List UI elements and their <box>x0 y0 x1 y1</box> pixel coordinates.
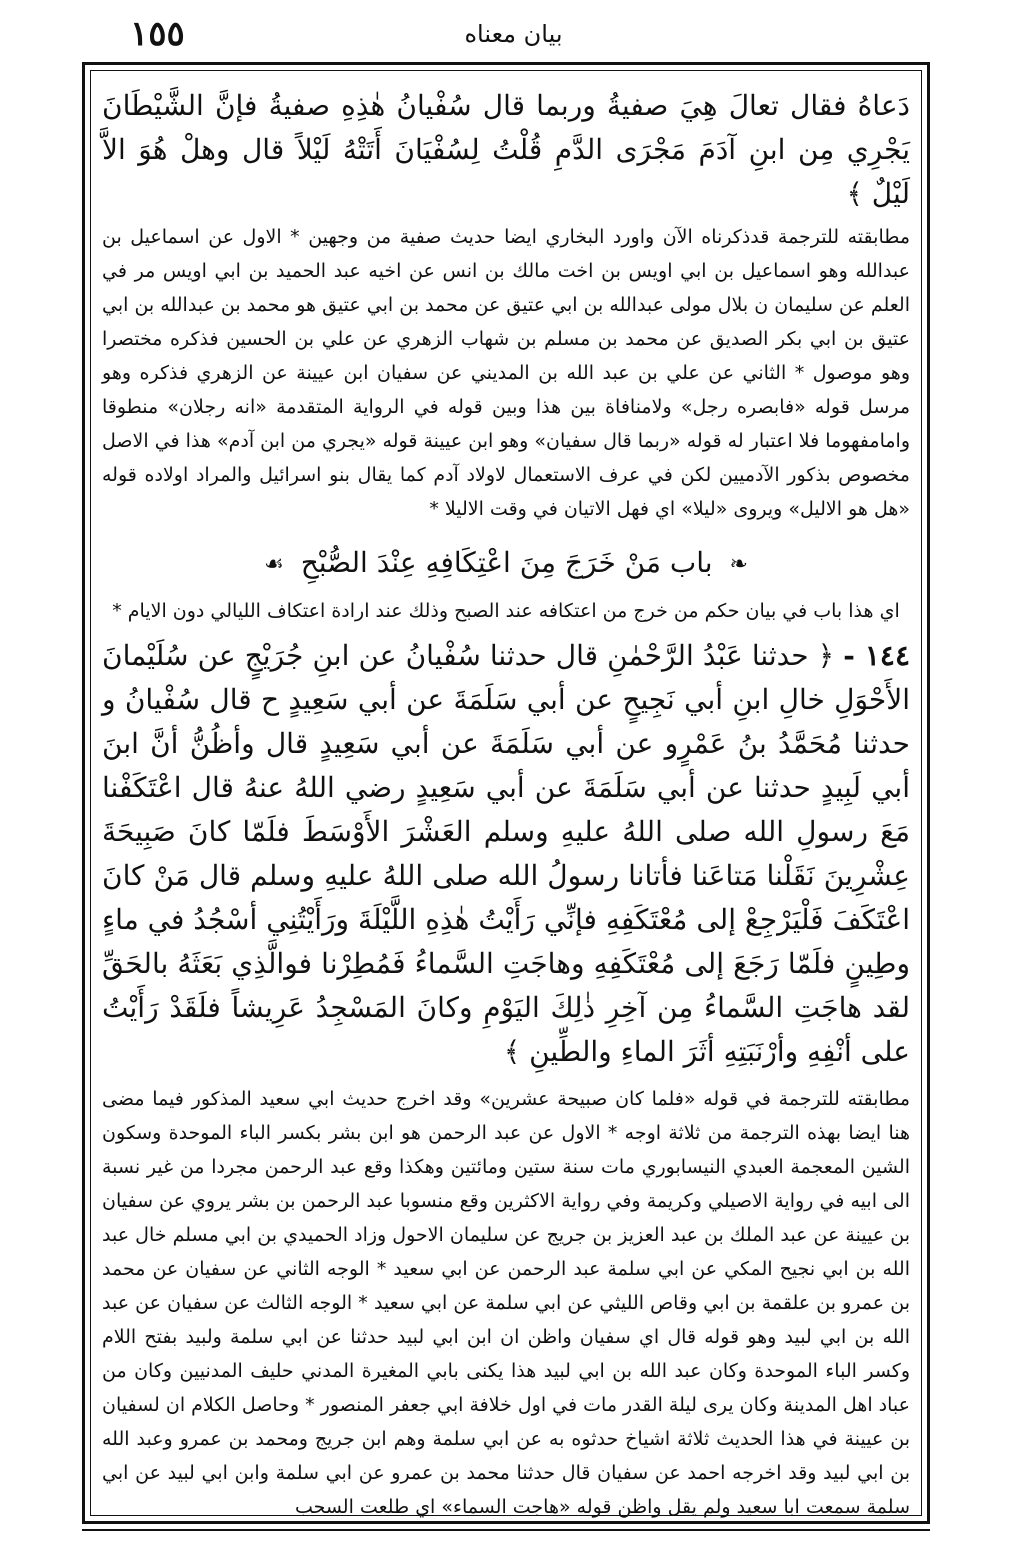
hadith-number: ١٤٤ - <box>843 639 910 672</box>
page-bottom-rule <box>82 1529 930 1531</box>
commentary-text: مطابقته للترجمة قدذكرناه الآن واورد البخاري ايضا حديث صفية من وجهين * الاول عن اسماعيل بن عبدالله وهو اسماعيل بن ابي اويس بن اخت مالك بن انس عن اخيه عبد الحميد بن ابي اويس مر في العلم عن سليمان ن بلال مولى عبدالله بن ابي عتيق عن محمد بن ابي عتيق هو محمد بن عبدالله بن ابي عتيق بن ابي بكر الصديق عن محمد بن مسلم بن شهاب الزهري عن علي بن الحسين فذكره مختصرا وهو موصول * الثاني عن علي بن عبد الله بن المديني عن سفيان ابن عيينة عن الزهري فذكره وهو مرسل قوله «فابصره رجل» ولامنافاة بين هذا وبين قوله في الرواية المتقدمة «انه رجلان» منطوقا وامامفهوما فلا اعتبار له قوله «ربما قال سفيان» وهو ابن عيينة قوله «يجري من ابن آدم» هذا في الاصل مخصوص بذكور الآدميين لكن في عرف الاستعمال لاولاد آدم كما يقال بنو اسرائيل والمراد اولاده قوله «هل هو الاليل» ويروى «ليلا» اي فهل الاتيان في وقت الاليلا * <box>102 226 910 520</box>
page-content <box>102 78 910 1524</box>
page-number: ١٥٥ <box>130 14 185 54</box>
hadith-body: ﴿ حدثنا عَبْدُ الرَّحْمٰنِ قال حدثنا سُفْيانُ عن ابنِ جُرَيْجٍ عن سُلَيْمانَ الأَحْوَلِ خالِ ابنِ أبي نَجِيحٍ عن أبي سَلَمَةَ عن أبي سَعِيدٍ ح قال سُفْيانُ و حدثنا مُحَمَّدُ بنُ عَمْرٍو عن أبي سَلَمَةَ عن أبي سَعِيدٍ قال وأظُنُّ أنَّ ابنَ أبي لَبِيدٍ حدثنا عن أبي سَلَمَةَ عن أبي سَعِيدٍ رضي اللهُ عنهُ قال اعْتَكَفْنا مَعَ رسولِ الله صلى اللهُ عليهِ وسلم العَشْرَ الأَوْسَطَ فلَمّا كانَ صَبِيحَةَ عِشْرِينَ نَقَلْنا مَتاعَنا فأتانا رسولُ الله صلى اللهُ عليهِ وسلم قال مَنْ كانَ اعْتَكَفَ فَلْيَرْجِعْ إلى مُعْتَكَفِهِ فإنِّي رَأَيْتُ هٰذِهِ اللَّيْلَةَ ورَأَيْتُنِي أسْجُدُ في ماءٍ وطِينٍ فلَمّا رَجَعَ إلى مُعْتَكَفِهِ وهاجَتِ السَّماءُ فَمُطِرْنا فوالَّذِي بَعَثَهُ بالحَقِّ لقد هاجَتِ السَّماءُ مِن آخِرِ ذٰلِكَ اليَوْمِ وكانَ المَسْجِدُ عَرِيشاً فلَقَدْ رَأَيْتُ على أنْفِهِ وأرْنَبَتِهِ أثَرَ الماءِ والطِّينِ ﴾ <box>102 639 910 1068</box>
page-header-title: بيان معناه <box>464 20 563 48</box>
hadith-text <box>102 634 910 1074</box>
chapter-subtitle: اي هذا باب في بيان حكم من خرج من اعتكافه عند الصبح وذلك عند ارادة اعتكاف الليالي دون الايام * <box>112 600 900 622</box>
chapter-title: باب مَنْ خَرَجَ مِنَ اعْتِكَافِهِ عِنْدَ الصُّبْحِ <box>300 546 713 579</box>
chapter-heading <box>102 540 910 586</box>
running-head <box>0 8 1027 56</box>
ornament-left-icon: ❧ <box>729 551 748 577</box>
commentary-text: مطابقته للترجمة في قوله «فلما كان صبيحة عشرين» وقد اخرج حديث ابي سعيد المذكور فيما مضى هنا ايضا بهذه الترجمة من ثلاثة اوجه * الاول عن عبد الرحمن هو ابن بشر بكسر الباء الموحدة وسكون الشين المعجمة العبدي النيسابوري مات سنة ستين ومائتين وهكذا وقع عبد الرحمن مجردا من غير نسبة الى ابيه في رواية الاصيلي وكريمة وفي رواية الاكثرين وقع منسوبا عبد الرحمن بن بشر يروي عن سفيان بن عيينة عن عبد الملك بن عبد العزيز بن جريج عن سليمان الاحول وزاد الحميدي بن ابي مسلم خال عبد الله بن ابي نجيح المكي عن ابي سلمة عبد الرحمن عن ابي سعيد * الوجه الثاني عن سفيان عن محمد بن عمرو بن علقمة بن ابي وقاص الليثي عن ابي سلمة عن ابي سعيد * الوجه الثالث عن سفيان عن عبد الله بن ابي لبيد وهو قوله قال اي سفيان واظن ان ابن ابي لبيد حدثنا عن ابي سلمة ولبيد بفتح اللام وكسر الباء الموحدة وكان عبد الله بن ابي لبيد هذا يكنى بابي المغيرة المدني حليف المدنيين وكان من عباد اهل المدينة وكان يرى ليلة القدر مات في اول خلافة ابي جعفر المنصور * وحاصل الكلام ان لسفيان بن عيينة في هذا الحديث ثلاثة اشياخ حدثوه به عن ابي سلمة وهم ابن جريج ومحمد بن عمرو وعبد الله بن ابي لبيد وقد اخرجه احمد عن سفيان قال حدثنا محمد بن عمرو عن ابي سلمة وابن ابي لبيد عن ابي سلمة سمعت ابا سعيد ولم يقل واظن قوله «هاجت السماء» اي طلعت السحب <box>102 1088 910 1518</box>
hadith-text: دَعاهُ فقال تعالَ هِيَ صفيةُ وربما قال سُفْيانُ هٰذِهِ صفيةُ فإنَّ الشَّيْطَانَ يَجْرِي مِن ابنِ آدَمَ مَجْرَى الدَّمِ قُلْتُ لِسُفْيَانَ أَتَتْهُ لَيْلاً قال وهلْ هُوَ الاَّ لَيْلٌ ﴾ <box>102 89 910 210</box>
ornament-right-icon: ☙ <box>264 551 284 577</box>
